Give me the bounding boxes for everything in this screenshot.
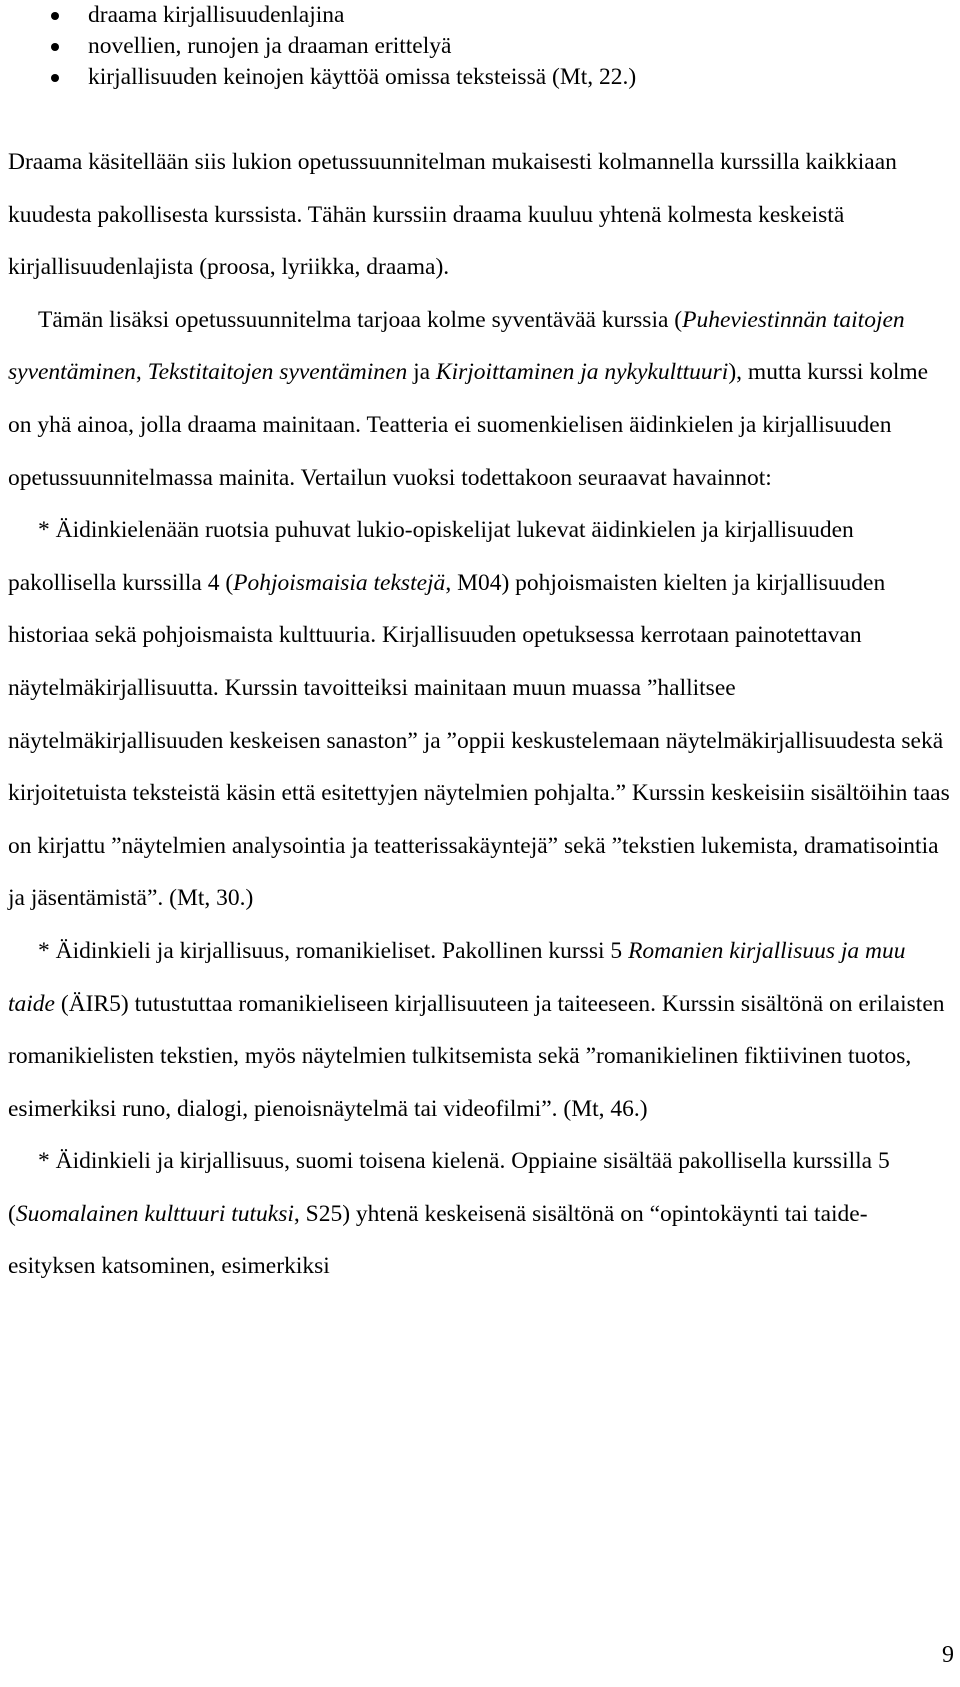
list-item [0,0,960,31]
italic-title: Kirjoittaminen ja nykykulttuuri [435,359,729,386]
paragraph-text: * Äidinkielenään ruotsia puhuvat lukio-opiskelijat lukevat äidinkielen ja kirjallisuuden pakollisella kurssilla 4 ( [8,517,854,596]
paragraph-text: ), mutta kurssi kolme on yhä ainoa, jolla draama mainitaan. Teatteria ei suomenkielisen äidinkielen ja kirjallisuuden opetussuunnitelmassa mainita. Vertailun vuoksi todettakoon seuraavat havainnot: [8,359,929,491]
paragraph-text: , S25) yhtenä keskeisenä sisältönä on “opintokäynti tai taide-esityksen katsominen, esimerkiksi [8,1200,868,1280]
paragraph [8,1135,952,1293]
bullet-icon [51,74,59,82]
paragraph-text: ja [407,359,436,386]
paragraph [8,294,952,504]
page-number: 9 [942,1642,954,1668]
paragraph: Draama käsitellään siis lukion opetussuunnitelman mukaisesti kolmannella kurssilla kaikkiaan kuudesta pakollisesta kurssista. Tähän kurssiin draama kuuluu yhtenä kolmesta keskeistä kirjallisuudenlajista (proosa, lyriikka, draama). [8,149,897,281]
list-item [0,62,960,93]
paragraph-text: Tämän lisäksi opetussuunnitelma tarjoaa kolme syventävää kurssia ( [38,306,683,333]
italic-title: Romanien kirjallisuus ja muu taide [8,937,906,1017]
list-item-text: draama kirjallisuudenlajina [88,2,345,28]
italic-title: Suomalainen kulttuuri tutuksi [15,1200,294,1227]
paragraph-text: , [135,359,148,386]
bullet-list [0,0,960,93]
body-text [8,136,952,1293]
paragraph-text: , M04) pohjoismaisten kielten ja kirjallisuuden historiaa sekä pohjoismaista kulttuuria. Kirjallisuuden opetuksessa kerrotaan painotettavan näytelmäkirjallisuutta. Kurssin tavoitteiksi mainitaan muun muassa ”hallitsee näytelmäkirjallisuuden keskeisen sanaston” ja ”oppii keskustelemaan näytelmäkirjallisuudesta sekä kirjoitetuista teksteistä käsin että esitettyjen näytelmien pohjalta.” Kurssin keskeisiin sisältöihin taas on kirjattu ”näytelmien analysointia ja teatterissakäyntejä” sekä ”tekstien lukemista, dramatisointia ja jäsentämistä”. (Mt, 30.) [8,569,950,912]
list-item [0,31,960,62]
list-item-text: novellien, runojen ja draaman erittelyä [88,33,452,59]
bullet-icon [51,12,59,20]
bullet-icon [51,43,59,51]
paragraph-text: * Äidinkieli ja kirjallisuus, romanikieliset. Pakollinen kurssi 5 [38,937,629,964]
paragraph [8,504,952,925]
paragraph [8,925,952,1135]
italic-title: Puheviestinnän taitojen syventäminen [8,306,905,386]
list-item-text: kirjallisuuden keinojen käyttöä omissa teksteissä (Mt, 22.) [88,64,637,90]
paragraph-text: * Äidinkieli ja kirjallisuus, suomi toisena kielenä. Oppiaine sisältää pakollisella kurssilla 5 ( [8,1148,890,1227]
italic-title: Tekstitaitojen syventäminen [147,359,408,386]
italic-title: Pohjoismaisia tekstejä [233,569,446,596]
paragraph-text: (ÄIR5) tutustuttaa romanikieliseen kirjallisuuteen ja taiteeseen. Kurssin sisältönä on erilaisten romanikielisten tekstien, myös näytelmien tulkitsemista sekä ”romanikielinen fiktiivinen tuotos, esimerkiksi runo, dialogi, pienoisnäytelmä tai videofilmi”. (Mt, 46.) [8,990,945,1122]
